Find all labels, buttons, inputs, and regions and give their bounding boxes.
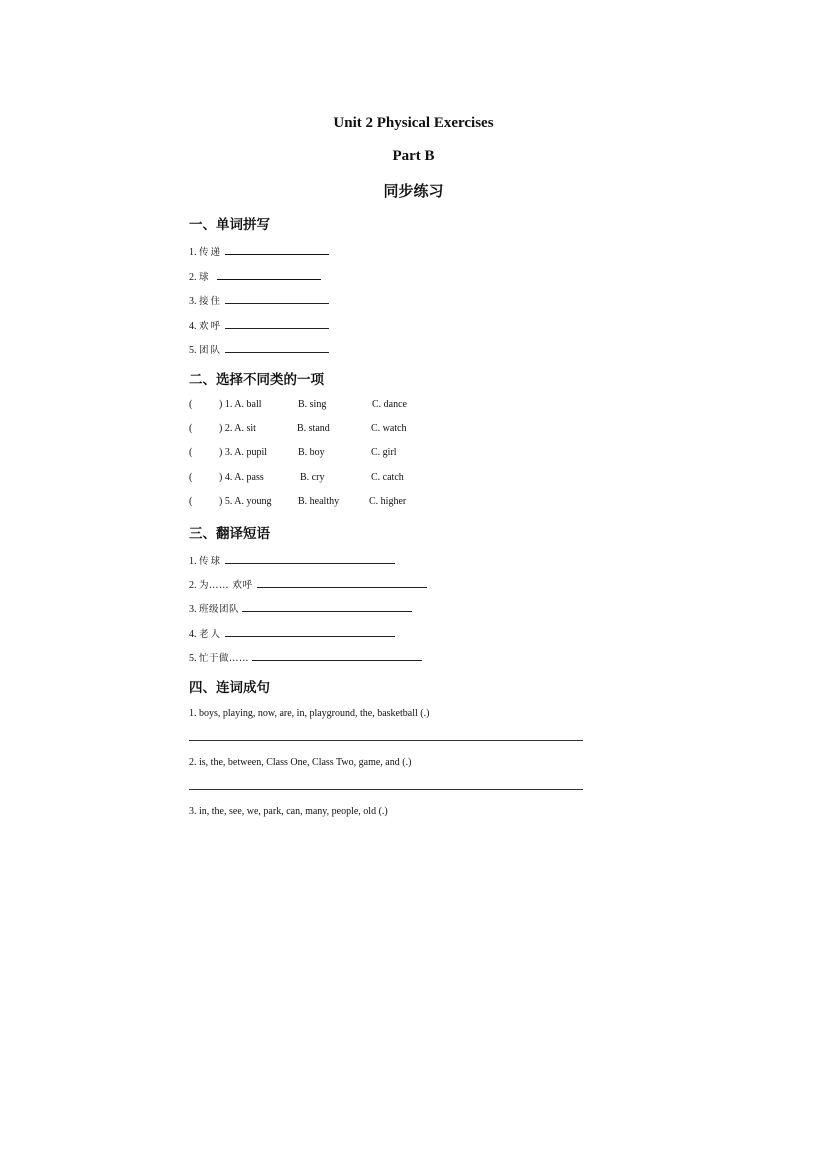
item-number: 2.	[189, 272, 197, 283]
choice-c: C. watch	[371, 423, 407, 434]
choice-a: ) 3. A. pupil	[219, 447, 268, 458]
choice-b: B. healthy	[298, 496, 340, 507]
sentence-prompt: 3. in, the, see, we, park, can, many, people, old (.)	[189, 806, 388, 817]
item-word: 欢呼	[199, 321, 223, 332]
item-word: 传递	[199, 247, 223, 258]
item-phrase: 忙于做……	[199, 653, 250, 664]
choice-a: ) 4. A. pass	[219, 472, 264, 483]
item-word: 接住	[199, 296, 223, 307]
translation-item	[189, 553, 395, 567]
item-number: 4.	[189, 321, 197, 332]
spelling-item	[189, 244, 329, 258]
section-heading-spelling: 一、单词拼写	[189, 217, 270, 233]
translation-item	[189, 650, 422, 664]
answer-blank[interactable]	[225, 628, 395, 637]
page-title: Unit 2 Physical Exercises	[333, 115, 494, 131]
item-word: 团队	[199, 345, 223, 356]
section-heading-translation: 三、翻译短语	[189, 526, 270, 542]
answer-blank[interactable]	[225, 320, 329, 329]
section-heading-odd-one-out: 二、选择不同类的一项	[189, 372, 324, 388]
choice-b: B. boy	[298, 447, 325, 458]
choice-b: B. stand	[297, 423, 330, 434]
answer-paren-open[interactable]: (	[189, 399, 193, 410]
spelling-item	[189, 269, 321, 283]
item-number: 3.	[189, 604, 197, 615]
answer-blank[interactable]	[225, 555, 395, 564]
answer-blank[interactable]	[242, 603, 412, 612]
item-number: 1.	[189, 556, 197, 567]
item-number: 4.	[189, 629, 197, 640]
item-phrase: 为…… 欢呼	[199, 580, 253, 591]
item-number: 5.	[189, 345, 197, 356]
item-phrase: 老人	[199, 629, 223, 640]
choice-c: C. higher	[369, 496, 407, 507]
answer-line[interactable]	[189, 789, 583, 790]
sentence-prompt: 1. boys, playing, now, are, in, playground, the, basketball (.)	[189, 708, 430, 719]
item-number: 3.	[189, 296, 197, 307]
choice-c: C. catch	[371, 472, 404, 483]
item-phrase: 传球	[199, 556, 223, 567]
spelling-item	[189, 318, 329, 332]
answer-paren-open[interactable]: (	[189, 447, 193, 458]
answer-paren-open[interactable]: (	[189, 423, 193, 434]
translation-item	[189, 601, 412, 615]
item-number: 5.	[189, 653, 197, 664]
choice-a: ) 1. A. ball	[219, 399, 262, 410]
choice-a: ) 2. A. sit	[219, 423, 256, 434]
answer-blank[interactable]	[217, 271, 321, 280]
sentence-prompt: 2. is, the, between, Class One, Class Two, game, and (.)	[189, 757, 412, 768]
item-phrase: 班级团队	[199, 604, 240, 615]
answer-paren-open[interactable]: (	[189, 496, 193, 507]
spelling-item	[189, 293, 329, 307]
item-number: 1.	[189, 247, 197, 258]
choice-b: B. sing	[298, 399, 327, 410]
answer-blank[interactable]	[252, 652, 422, 661]
answer-blank[interactable]	[257, 579, 427, 588]
section-heading-sentence: 四、连词成句	[189, 680, 270, 696]
translation-item	[189, 626, 395, 640]
choice-c: C. dance	[372, 399, 407, 410]
choice-a: ) 5. A. young	[219, 496, 272, 507]
spelling-item	[189, 342, 329, 356]
answer-blank[interactable]	[225, 246, 329, 255]
translation-item	[189, 577, 427, 591]
answer-blank[interactable]	[225, 295, 329, 304]
part-title: Part B	[392, 148, 435, 164]
answer-paren-open[interactable]: (	[189, 472, 193, 483]
item-word: 球	[199, 272, 211, 283]
answer-blank[interactable]	[225, 344, 329, 353]
subtitle: 同步练习	[383, 182, 444, 200]
choice-c: C. girl	[371, 447, 397, 458]
answer-line[interactable]	[189, 740, 583, 741]
choice-b: B. cry	[300, 472, 325, 483]
item-number: 2.	[189, 580, 197, 591]
